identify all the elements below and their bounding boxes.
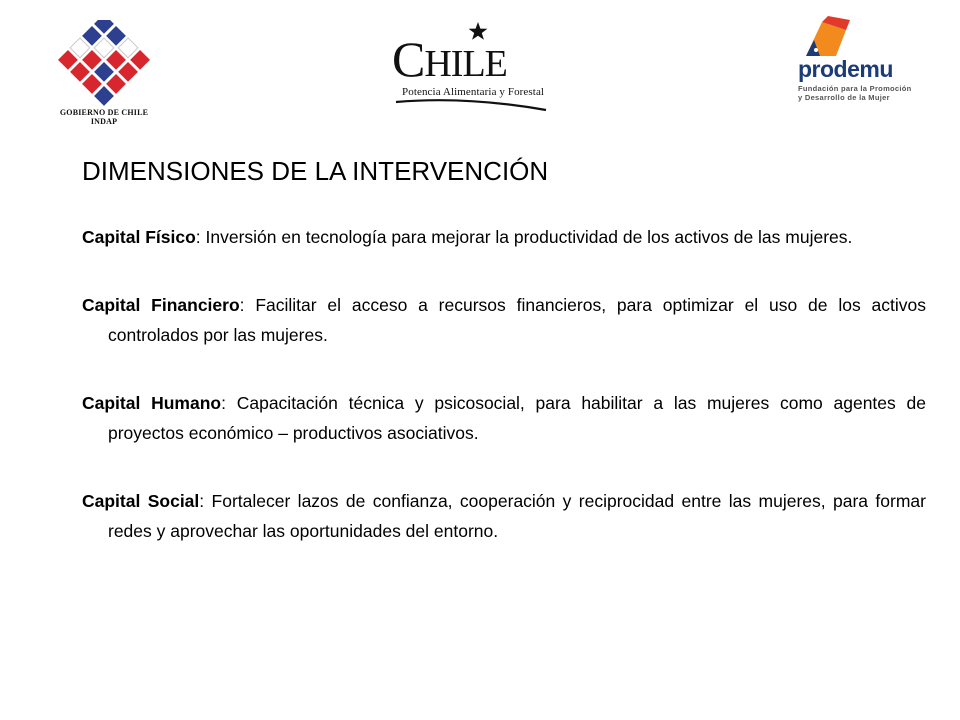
prodemu-logo [792, 16, 916, 120]
dimension-item-humano [82, 388, 926, 448]
chile-potencia-logo [386, 18, 560, 118]
prodemu-emblem-icon [792, 16, 916, 58]
chile-tagline: Potencia Alimentaria y Forestal [402, 86, 545, 98]
prodemu-tagline-1: Fundación para la Promoción [798, 84, 912, 93]
dimension-term: Capital Físico [82, 227, 196, 247]
dimension-item-social [82, 486, 926, 546]
prodemu-tagline-2: y Desarrollo de la Mujer [798, 93, 890, 102]
slide-title: DIMENSIONES DE LA INTERVENCIÓN [82, 156, 549, 186]
dimension-term: Capital Financiero [82, 295, 240, 315]
dimension-term: Capital Social [82, 491, 200, 511]
dimension-description: : Inversión en tecnología para mejorar la productividad de los activos de las mujeres. [195, 227, 853, 247]
dimension-item-financiero [82, 290, 926, 350]
dimensions-list [82, 222, 926, 584]
gobierno-emblem-icon [44, 20, 164, 106]
dimension-description: : Fortalecer lazos de confianza, cooperación y reciprocidad entre las mujeres, para formar redes y aprovechar las oportunidades del entorno. [108, 491, 926, 541]
chile-wordmark [392, 31, 507, 89]
indap-caption: INDAP [90, 117, 118, 126]
dimension-term: Capital Humano [82, 393, 222, 413]
prodemu-wordmark: prodemu [798, 56, 893, 82]
dimension-description: : Facilitar el acceso a recursos financieros, para optimizar el uso de los activos controlados por las mujeres. [108, 295, 926, 345]
dimension-description: : Capacitación técnica y psicosocial, para habilitar a las mujeres como agentes de proyectos económico – productivos asociativos. [108, 393, 926, 443]
chile-wordmark-initial: C [392, 31, 425, 87]
gobierno-caption: GOBIERNO DE CHILE [59, 108, 149, 117]
gobierno-de-chile-logo [44, 20, 164, 130]
chile-wordmark-rest: HILE [424, 43, 507, 85]
dimension-item-fisico [82, 222, 926, 252]
